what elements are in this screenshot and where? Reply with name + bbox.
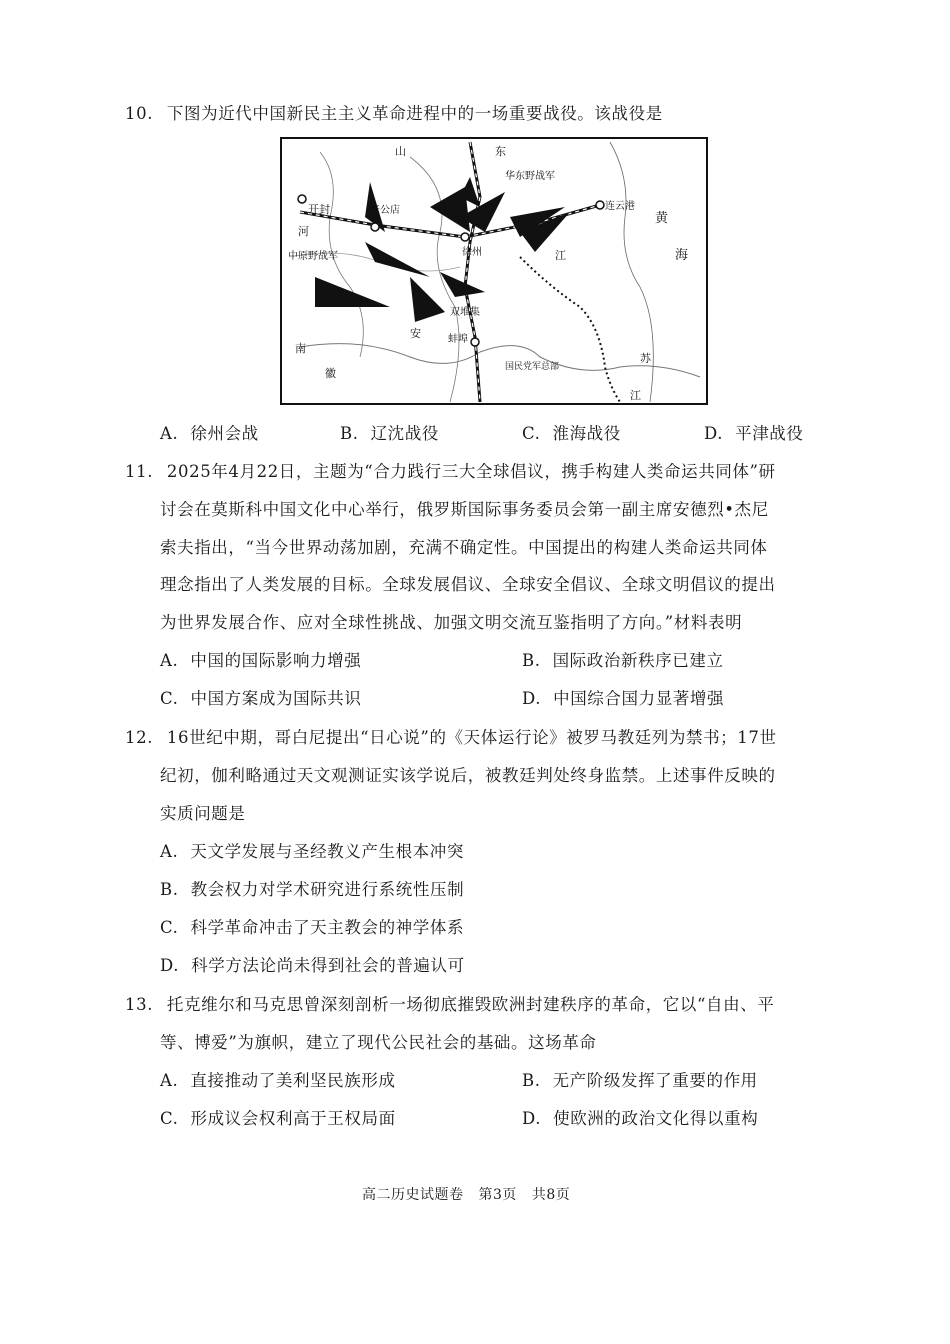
map-label-he: 河	[298, 225, 309, 238]
option-text: 天文学发展与圣经教义产生根本冲突	[190, 842, 464, 861]
option-text: 使欧洲的政治文化得以重构	[553, 1109, 759, 1128]
option-text: 中国的国际影响力增强	[190, 651, 362, 670]
option-text: 淮海战役	[552, 424, 621, 443]
q11-line-3: 索夫指出，“当今世界动荡加剧，充满不确定性。中国提出的构建人类命运共同体	[160, 538, 768, 557]
q10-number: 10.	[125, 104, 154, 123]
map-label-hui: 徽	[325, 367, 336, 380]
q13-line-2: 等、博爱”为旗帜，建立了现代公民社会的基础。这场革命	[160, 1033, 597, 1052]
q11-line-4: 理念指出了人类发展的目标。全球发展倡议、全球安全倡议、全球文明倡议的提出	[160, 575, 776, 594]
page-footer	[362, 1184, 570, 1204]
q10-stem-text: 下图为近代中国新民主主义革命进程中的一场重要战役。该战役是	[166, 104, 663, 123]
city-marker-xuzhou	[461, 233, 469, 241]
option-text: 中国综合国力显著增强	[553, 689, 725, 708]
q11-option-d	[522, 685, 724, 709]
q11-option-c	[160, 685, 361, 709]
q12-line-text: 16世纪中期，哥白尼提出“日心说”的《天体运行论》被罗马教廷列为禁书；17世	[166, 728, 777, 747]
q11-line-text: 2025年4月22日，主题为“合力践行三大全球倡议，携手构建人类命运共同体”研	[166, 462, 776, 481]
map-label-lianyungang: 连云港	[605, 201, 635, 212]
option-text: 形成议会权利高于王权局面	[190, 1109, 396, 1128]
map-label-an: 安	[410, 327, 421, 340]
option-text: 中国方案成为国际共识	[190, 689, 362, 708]
q10-option-d	[704, 420, 804, 444]
option-text: 徐州会战	[190, 424, 259, 443]
q13-option-a	[160, 1067, 396, 1091]
map-label-zhongyuan: 中原野战军	[288, 251, 338, 262]
map-label-hai: 海	[675, 248, 689, 263]
q10-option-a	[160, 420, 259, 444]
map-label-dong: 东	[495, 145, 506, 158]
option-key: C.	[522, 424, 541, 443]
option-text: 无产阶级发挥了重要的作用	[552, 1071, 758, 1090]
q11-option-a	[160, 647, 361, 671]
option-key: A.	[160, 424, 179, 443]
option-text: 直接推动了美利坚民族形成	[190, 1071, 396, 1090]
map-label-kaifeng: 开封	[308, 203, 330, 216]
map-label-su: 苏	[640, 352, 651, 365]
city-marker-zhanggongdian	[371, 223, 379, 231]
q13-line-1	[125, 991, 774, 1015]
option-key: C.	[160, 1109, 179, 1128]
city-marker-bengbu	[471, 338, 479, 346]
option-text: 平津战役	[735, 424, 804, 443]
q10-option-c	[522, 420, 621, 444]
option-key: B.	[522, 651, 541, 670]
city-marker-lianyungang	[596, 201, 604, 209]
map-label-jiang: 江	[555, 249, 566, 262]
option-text: 科学革命冲击了天主教会的神学体系	[190, 918, 465, 937]
q11-line-2: 讨会在莫斯科中国文化中心举行，俄罗斯国际事务委员会第一副主席安德烈•杰尼	[160, 500, 769, 519]
map-label-huadong: 华东野战军	[505, 171, 555, 182]
map-label-nan: 南	[295, 342, 306, 355]
option-key: A.	[160, 651, 179, 670]
option-key: C.	[160, 689, 179, 708]
q12-line-1	[125, 724, 777, 748]
map-label-shuangduiji: 双堆集	[450, 307, 480, 318]
option-key: D.	[522, 1109, 542, 1128]
city-marker-kaifeng	[298, 195, 306, 203]
option-key: D.	[704, 424, 724, 443]
map-label-xuzhou: 徐州	[462, 247, 482, 258]
footer-total: 共8页	[531, 1187, 571, 1203]
q12-option-d	[160, 952, 465, 976]
map-label-bengbu: 蚌埠	[448, 334, 468, 345]
q12-line-2: 纪初，伽利略通过天文观测证实该学说后，被教廷判处终身监禁。上述事件反映的	[160, 766, 776, 785]
q13-option-c	[160, 1105, 396, 1129]
q11-line-5: 为世界发展合作、应对全球性挑战、加强文明交流互鉴指明了方向。”材料表明	[160, 613, 743, 632]
option-text: 教会权力对学术研究进行系统性压制	[190, 880, 465, 899]
q12-number: 12.	[125, 728, 154, 747]
option-text: 科学方法论尚未得到社会的普遍认可	[191, 956, 465, 975]
map-label-zhanggongdian: 张公店	[370, 205, 400, 216]
map-label-huang: 黄	[655, 211, 669, 226]
footer-title: 高二历史试题卷	[362, 1187, 464, 1203]
option-key: D.	[522, 689, 542, 708]
q12-line-3: 实质问题是	[160, 804, 246, 823]
q12-option-b	[160, 876, 464, 900]
option-key: B.	[340, 424, 359, 443]
q12-option-a	[160, 838, 464, 862]
option-key: C.	[160, 918, 179, 937]
footer-page: 第3页	[478, 1187, 517, 1203]
q12-option-c	[160, 914, 464, 938]
q10-option-b	[340, 420, 439, 444]
option-key: B.	[160, 880, 179, 899]
map-label-guominjun: 国民党军总部	[505, 362, 560, 372]
map-label-jiang2: 江	[630, 389, 641, 402]
q10-stem	[125, 100, 663, 124]
option-text: 国际政治新秩序已建立	[552, 651, 724, 670]
q13-option-b	[522, 1067, 758, 1091]
option-key: A.	[160, 1071, 179, 1090]
map-label-shan: 山	[395, 145, 406, 158]
option-key: A.	[160, 842, 179, 861]
battle-map	[280, 137, 708, 405]
q13-number: 13.	[125, 995, 154, 1014]
q11-option-b	[522, 647, 724, 671]
option-key: B.	[522, 1071, 541, 1090]
q11-line-1	[125, 458, 776, 482]
q13-option-d	[522, 1105, 758, 1129]
option-text: 辽沈战役	[370, 424, 439, 443]
q11-number: 11.	[125, 462, 154, 481]
option-key: D.	[160, 956, 180, 975]
q13-line-text: 托克维尔和马克思曾深刻剖析一场彻底摧毁欧洲封建秩序的革命，它以“自由、平	[166, 995, 775, 1014]
